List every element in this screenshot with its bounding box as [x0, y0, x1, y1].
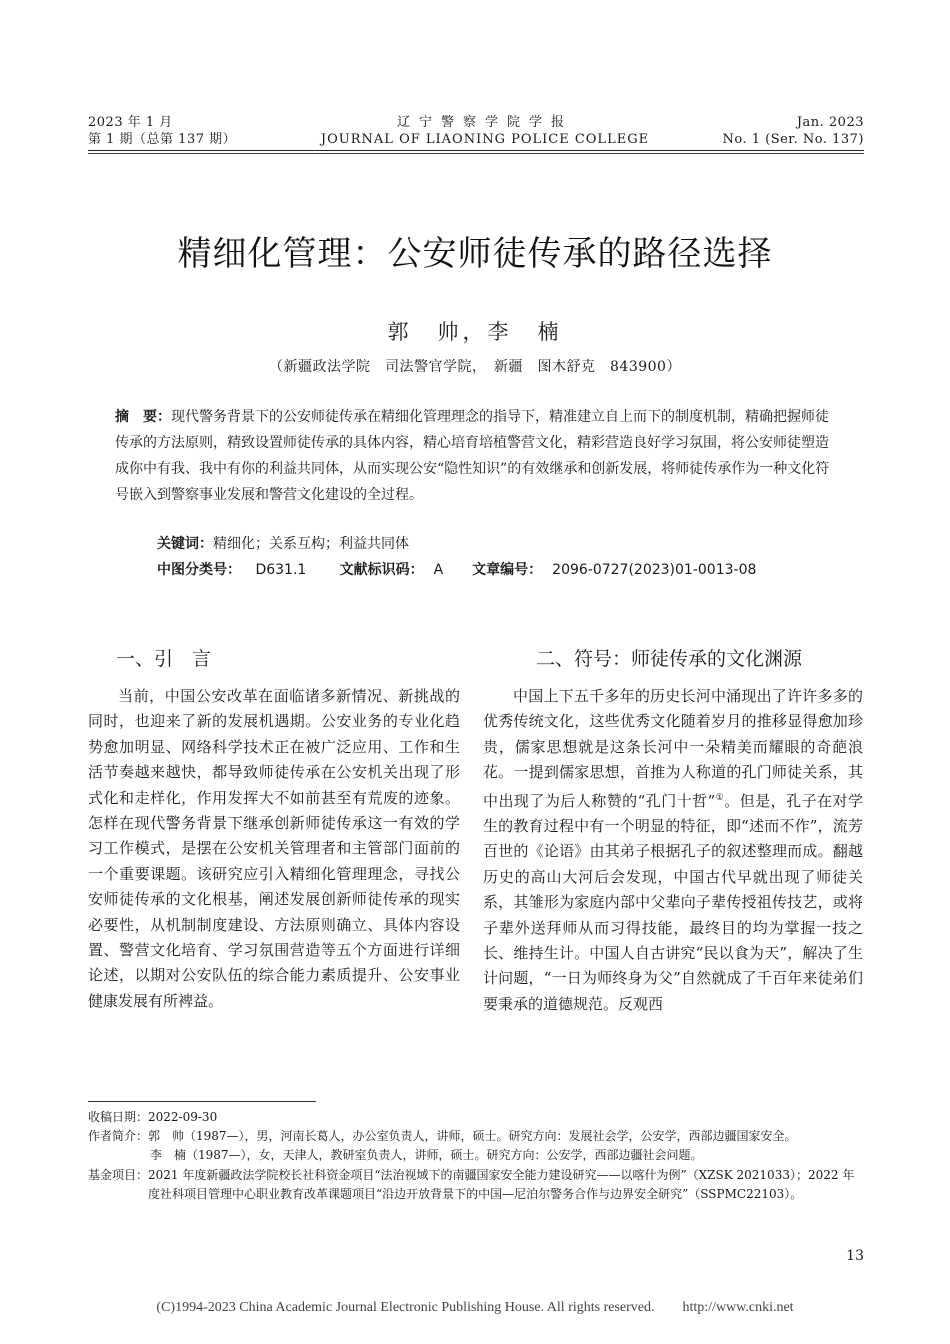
header-rule-thin	[88, 153, 864, 154]
copyright-footer: (C)1994-2023 China Academic Journal Electronic Publishing House. All rights reserved. http://www.cnki.net	[156, 1300, 794, 1315]
origin-text-part2: 。但是，孔子在对学生的教育过程中有一个明显的特征，即“述而不作”，流芳百世的《论语》由其弟子根据孔子的叙述整理而成。翻越历史的高山大河后会发现，中国古代早就出现了师徒关系，其雏形为家庭内部中父辈向子辈传授祖传技艺，或将子辈外送拜师从而习得技能，最终目的均为掌握一技之长、维持生计。中国人自古讲究“民以食为天”，解决了生计问题，“一日为师终身为父”自然就成了千百年来徒弟们要秉承的道德规范。反观西	[483, 791, 863, 1013]
intro-paragraph: 当前，中国公安改革在面临诸多新情况、新挑战的同时，也迎来了新的发展机遇期。公安业务的专业化趋势愈加明显、网络科学技术正在被广泛应用、工作和生活节奏越来越快，都导致师徒传承在公安机关出现了形式化和走样化，作用发挥大不如前甚至有荒废的迹象。怎样在现代警务背景下继承创新师徒传承这一有效的学习工作模式，是摆在公安机关管理者和主管部门面前的一个重要课题。该研究应引入精细化管理理念，寻找公安师徒传承的文化根基，阐述发展创新师徒传承的现实必要性，从机制制度建设、方法原则确立、具体内容设置、警营文化培育、学习氛围营造等五个方面进行详细论述，以期对公安队伍的综合能力素质提升、公安事业健康发展有所裨益。	[88, 687, 460, 1010]
header-issue: 第 1 期（总第 137 期）	[88, 132, 237, 147]
author-bio-1: 郭 帅（1987—），男，河南长葛人，办公室负责人，讲师，硕士。研究方向：发展社会学，公安学，西部边疆国家安全。	[148, 1129, 797, 1144]
footnote-reference[interactable]: ①	[715, 792, 725, 803]
article-authors: 郭 帅，李 楠	[387, 320, 563, 344]
footnote-rule	[88, 1101, 316, 1102]
origin-paragraph	[483, 684, 863, 1017]
section-heading-introduction: 一、引 言	[116, 648, 212, 670]
doc-code-label: 文献标识码：	[339, 562, 424, 578]
doc-code-value: A	[433, 562, 444, 578]
author-bio-2: 李 楠（1987—），女，天津人，教研室负责人，讲师，硕士。研究方向：公安学，西部边疆社会问题。	[150, 1148, 703, 1163]
keywords	[157, 532, 409, 556]
header-rule	[88, 150, 864, 151]
abstract	[115, 404, 840, 508]
header-date: 2023 年 1 月	[88, 115, 173, 130]
article-title: 精细化管理：公安师徒传承的路径选择	[177, 234, 773, 274]
running-header-journal	[270, 114, 700, 148]
fund-value: 2021 年度新疆政法学院校长社科资金项目“法治视域下的南疆国家安全能力建设研究——以喀什为例”（XZSK 2021033）；2022 年度社科项目管理中心职业教育改革课题项目“沿边开放背景下的中国—尼泊尔警务合作与边界安全研究”（SSPMC22103）。	[148, 1167, 855, 1201]
body-column-right	[483, 684, 863, 1017]
page-number: 13	[846, 1248, 864, 1264]
clc-label: 中图分类号：	[157, 562, 241, 578]
running-header-issue-en	[723, 114, 865, 148]
author-bio-label: 作者简介：	[88, 1129, 149, 1144]
abstract-text: 现代警务背景下的公安师徒传承在精细化管理理念的指导下，精准建立自上而下的制度机制，精确把握师徒传承的方法原则，精致设置师徒传承的具体内容，精心培育培植警营文化，精彩营造良好学习氛围，将公安师徒塑造成你中有我、我中有你的利益共同体，从而实现公安“隐性知识”的有效继承和创新发展，将师徒传承作为一种文化符号嵌入到警察事业发展和警营文化建设的全过程。	[115, 409, 830, 503]
author-affiliation: （新疆政法学院 司法警官学院， 新疆 图木舒克 843900）	[269, 359, 681, 375]
section-heading-cultural-origin: 二、符号：师徒传承的文化渊源	[536, 648, 803, 670]
header-issue-en: No. 1 (Ser. No. 137)	[722, 132, 864, 147]
keywords-label: 关键词：	[157, 536, 213, 552]
header-date-en: Jan. 2023	[796, 115, 864, 130]
journal-name-cn: 辽宁警察学院学报	[396, 115, 573, 130]
running-header-issue	[88, 114, 236, 148]
fund-note	[88, 1166, 864, 1204]
origin-text-part1: 中国上下五千多年的历史长河中涌现出了许许多多的优秀传统文化，这些优秀文化随着岁月的推移显得愈加珍贵，儒家思想就是这条长河中一朵精美而耀眼的奇葩浪花。一提到儒家思想，首推为人称道的孔门师徒关系，其中出现了为后人称赞的“孔门十哲”	[483, 687, 863, 810]
article-no-label: 文章编号：	[472, 562, 543, 578]
received-label: 收稿日期：	[88, 1110, 149, 1124]
keywords-text: 精细化；关系互构；利益共同体	[213, 536, 409, 552]
journal-name-en: JOURNAL OF LIAONING POLICE COLLEGE	[320, 132, 650, 147]
abstract-label: 摘 要：	[115, 409, 171, 425]
article-no-value: 2096-0727(2023)01-0013-08	[552, 562, 757, 578]
fund-label: 基金项目：	[88, 1167, 149, 1182]
author-bio-note	[88, 1127, 864, 1146]
classification-line	[157, 558, 776, 582]
footnotes	[88, 1108, 864, 1204]
body-column-left	[88, 684, 460, 1014]
clc-value: D631.1	[255, 562, 307, 578]
received-value: 2022-09-30	[148, 1110, 218, 1124]
received-date-note	[88, 1108, 864, 1127]
